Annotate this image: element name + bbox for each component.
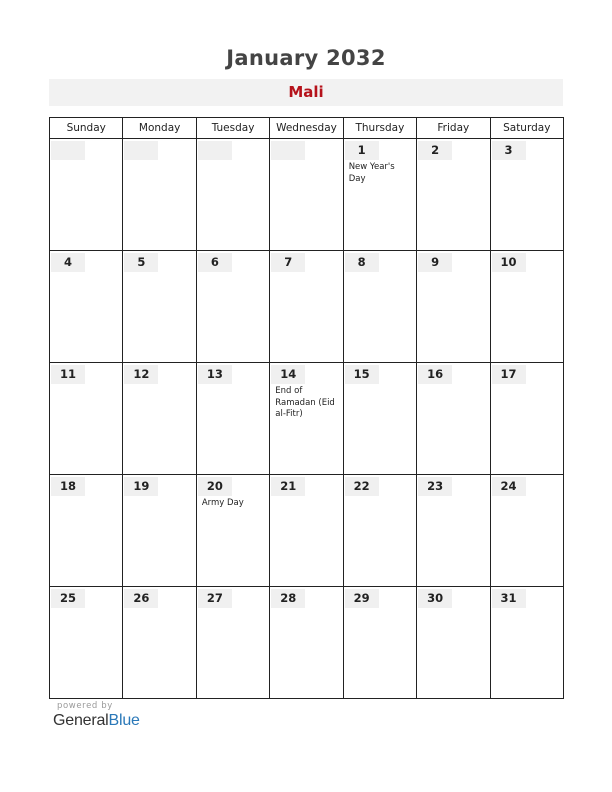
day-number: 10 <box>492 253 526 272</box>
weekday-saturday: Saturday <box>490 118 563 139</box>
day-cell[interactable] <box>417 475 490 587</box>
holiday-label: New Year's Day <box>348 162 395 184</box>
country-name: Mali <box>288 83 324 101</box>
day-number: 29 <box>345 589 379 608</box>
day-number: 11 <box>51 365 85 384</box>
day-number: 18 <box>51 477 85 496</box>
weekday-thursday: Thursday <box>343 118 416 139</box>
day-number: 13 <box>198 365 232 384</box>
day-cell[interactable] <box>123 139 196 251</box>
day-cell[interactable] <box>417 363 490 475</box>
day-cell[interactable] <box>343 475 416 587</box>
day-number: 24 <box>492 477 526 496</box>
day-number <box>51 141 85 160</box>
day-cell[interactable] <box>50 475 123 587</box>
day-cell[interactable] <box>196 587 269 699</box>
weekday-friday: Friday <box>417 118 490 139</box>
weekday-monday: Monday <box>123 118 196 139</box>
day-number <box>271 141 305 160</box>
day-cell[interactable] <box>417 587 490 699</box>
day-cell[interactable] <box>270 363 343 475</box>
day-cell[interactable] <box>490 251 563 363</box>
day-number: 31 <box>492 589 526 608</box>
day-number: 19 <box>124 477 158 496</box>
day-cell[interactable] <box>343 139 416 251</box>
calendar-grid <box>49 117 564 699</box>
day-number: 9 <box>418 253 452 272</box>
day-number: 27 <box>198 589 232 608</box>
week-row <box>50 251 564 363</box>
day-cell[interactable] <box>196 251 269 363</box>
day-cell[interactable] <box>196 363 269 475</box>
week-row <box>50 363 564 475</box>
weekday-sunday: Sunday <box>50 118 123 139</box>
week-row <box>50 587 564 699</box>
day-cell[interactable] <box>490 363 563 475</box>
weekday-wednesday: Wednesday <box>270 118 343 139</box>
day-number: 15 <box>345 365 379 384</box>
day-number: 25 <box>51 589 85 608</box>
day-number: 5 <box>124 253 158 272</box>
day-number: 23 <box>418 477 452 496</box>
day-number: 14 <box>271 365 305 384</box>
day-cell[interactable] <box>343 251 416 363</box>
day-cell[interactable] <box>490 139 563 251</box>
day-number: 30 <box>418 589 452 608</box>
day-number: 20 <box>198 477 232 496</box>
weekday-header-row <box>50 118 564 139</box>
day-number: 12 <box>124 365 158 384</box>
country-banner <box>49 79 563 106</box>
day-cell[interactable] <box>490 475 563 587</box>
day-cell[interactable] <box>343 363 416 475</box>
day-cell[interactable] <box>270 587 343 699</box>
day-number: 7 <box>271 253 305 272</box>
day-number: 8 <box>345 253 379 272</box>
day-number: 21 <box>271 477 305 496</box>
brand-text-general: General <box>53 712 109 729</box>
day-cell[interactable] <box>417 251 490 363</box>
calendar-title: January 2032 <box>226 46 386 70</box>
day-cell[interactable] <box>343 587 416 699</box>
day-cell[interactable] <box>270 139 343 251</box>
day-number: 1 <box>345 141 379 160</box>
day-number: 28 <box>271 589 305 608</box>
brand-text-blue: Blue <box>108 712 140 729</box>
week-row <box>50 475 564 587</box>
day-cell[interactable] <box>50 587 123 699</box>
day-number: 3 <box>492 141 526 160</box>
generalblue-logo[interactable] <box>53 712 140 730</box>
day-cell[interactable] <box>123 587 196 699</box>
day-cell[interactable] <box>123 251 196 363</box>
day-number <box>124 141 158 160</box>
day-number: 22 <box>345 477 379 496</box>
day-cell[interactable] <box>123 363 196 475</box>
day-cell[interactable] <box>50 251 123 363</box>
day-cell[interactable] <box>270 251 343 363</box>
day-cell[interactable] <box>270 475 343 587</box>
day-number <box>198 141 232 160</box>
holiday-label: Army Day <box>201 498 244 508</box>
day-cell[interactable] <box>490 587 563 699</box>
day-number: 4 <box>51 253 85 272</box>
day-cell[interactable] <box>50 139 123 251</box>
day-cell[interactable] <box>196 139 269 251</box>
day-cell[interactable] <box>50 363 123 475</box>
day-number: 16 <box>418 365 452 384</box>
powered-by-label: powered by <box>57 701 113 711</box>
day-cell[interactable] <box>196 475 269 587</box>
day-number: 6 <box>198 253 232 272</box>
day-number: 26 <box>124 589 158 608</box>
day-number: 17 <box>492 365 526 384</box>
holiday-label: End of Ramadan (Eid al-Fitr) <box>275 386 335 419</box>
day-cell[interactable] <box>417 139 490 251</box>
weekday-tuesday: Tuesday <box>196 118 269 139</box>
day-number: 2 <box>418 141 452 160</box>
day-cell[interactable] <box>123 475 196 587</box>
week-row <box>50 139 564 251</box>
